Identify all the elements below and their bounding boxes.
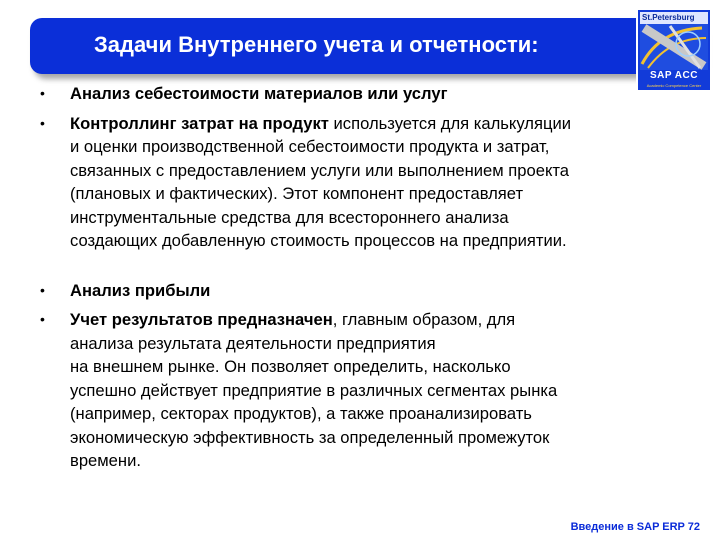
title-bar	[30, 18, 702, 74]
bullet-text-line: анализа результата деятельности предприятия	[70, 333, 436, 353]
bullet-text-line: на внешнем рынке. Он позволяет определить, насколько	[70, 357, 511, 376]
bullet-text-line: (например, секторах продуктов), а также проанализировать	[70, 404, 532, 423]
bullet-dot-icon: •	[40, 85, 45, 101]
bullet-heading: Учет результатов предназначен	[70, 310, 333, 329]
slide-title: Задачи Внутреннего учета и отчетности:	[94, 32, 539, 57]
logo-brand-text: SAP ACC	[650, 70, 698, 81]
bullet-dot-icon: •	[40, 311, 45, 327]
bullet-text-line: и оценки производственной себестоимости продукта и затрат,	[70, 137, 550, 156]
bullet-text-continuation: используется для калькуляции	[328, 113, 572, 133]
slide-content	[40, 82, 700, 473]
bullet-dot-icon: •	[40, 281, 45, 298]
bullet-text-line: связанных с предоставлением услуги или выполнением проекта	[70, 160, 570, 180]
bullet-text-continuation: , главным образом, для	[332, 310, 516, 329]
bullet-dot-icon: •	[40, 114, 45, 131]
bullet-item	[40, 279, 700, 303]
bullet-heading: Анализ себестоимости материалов или услуг	[70, 84, 448, 103]
bullet-text-line: (плановых и фактических). Этот компонент предоставляет	[70, 184, 524, 203]
bullet-heading: Анализ прибыли	[70, 280, 211, 300]
bullet-text-line: времени.	[70, 451, 141, 470]
bullet-text-line: инструментальные средства для всестороннего анализа	[70, 207, 509, 227]
sap-acc-logo	[636, 8, 712, 92]
logo-city-label: St.Petersburg	[640, 12, 708, 24]
bullet-text-line: экономическую эффективность за определенный промежуток	[70, 427, 550, 447]
bullet-item	[40, 112, 700, 253]
bullet-item	[40, 308, 700, 473]
logo-subtitle: Academic Competence Center	[646, 83, 702, 88]
bullet-text-line: успешно действует предприятие в различных сегментах рынка	[70, 380, 558, 400]
footer-course-title: Введение в SAP ERP	[570, 521, 685, 533]
bullet-text-line: создающих добавленную стоимость процессов на предприятии.	[70, 231, 567, 250]
logo-emblem-icon	[640, 24, 708, 70]
slide-footer	[571, 521, 700, 533]
page-number: 72	[687, 521, 700, 533]
bullet-item	[40, 82, 700, 106]
bullet-heading: Контроллинг затрат на продукт	[70, 113, 329, 133]
